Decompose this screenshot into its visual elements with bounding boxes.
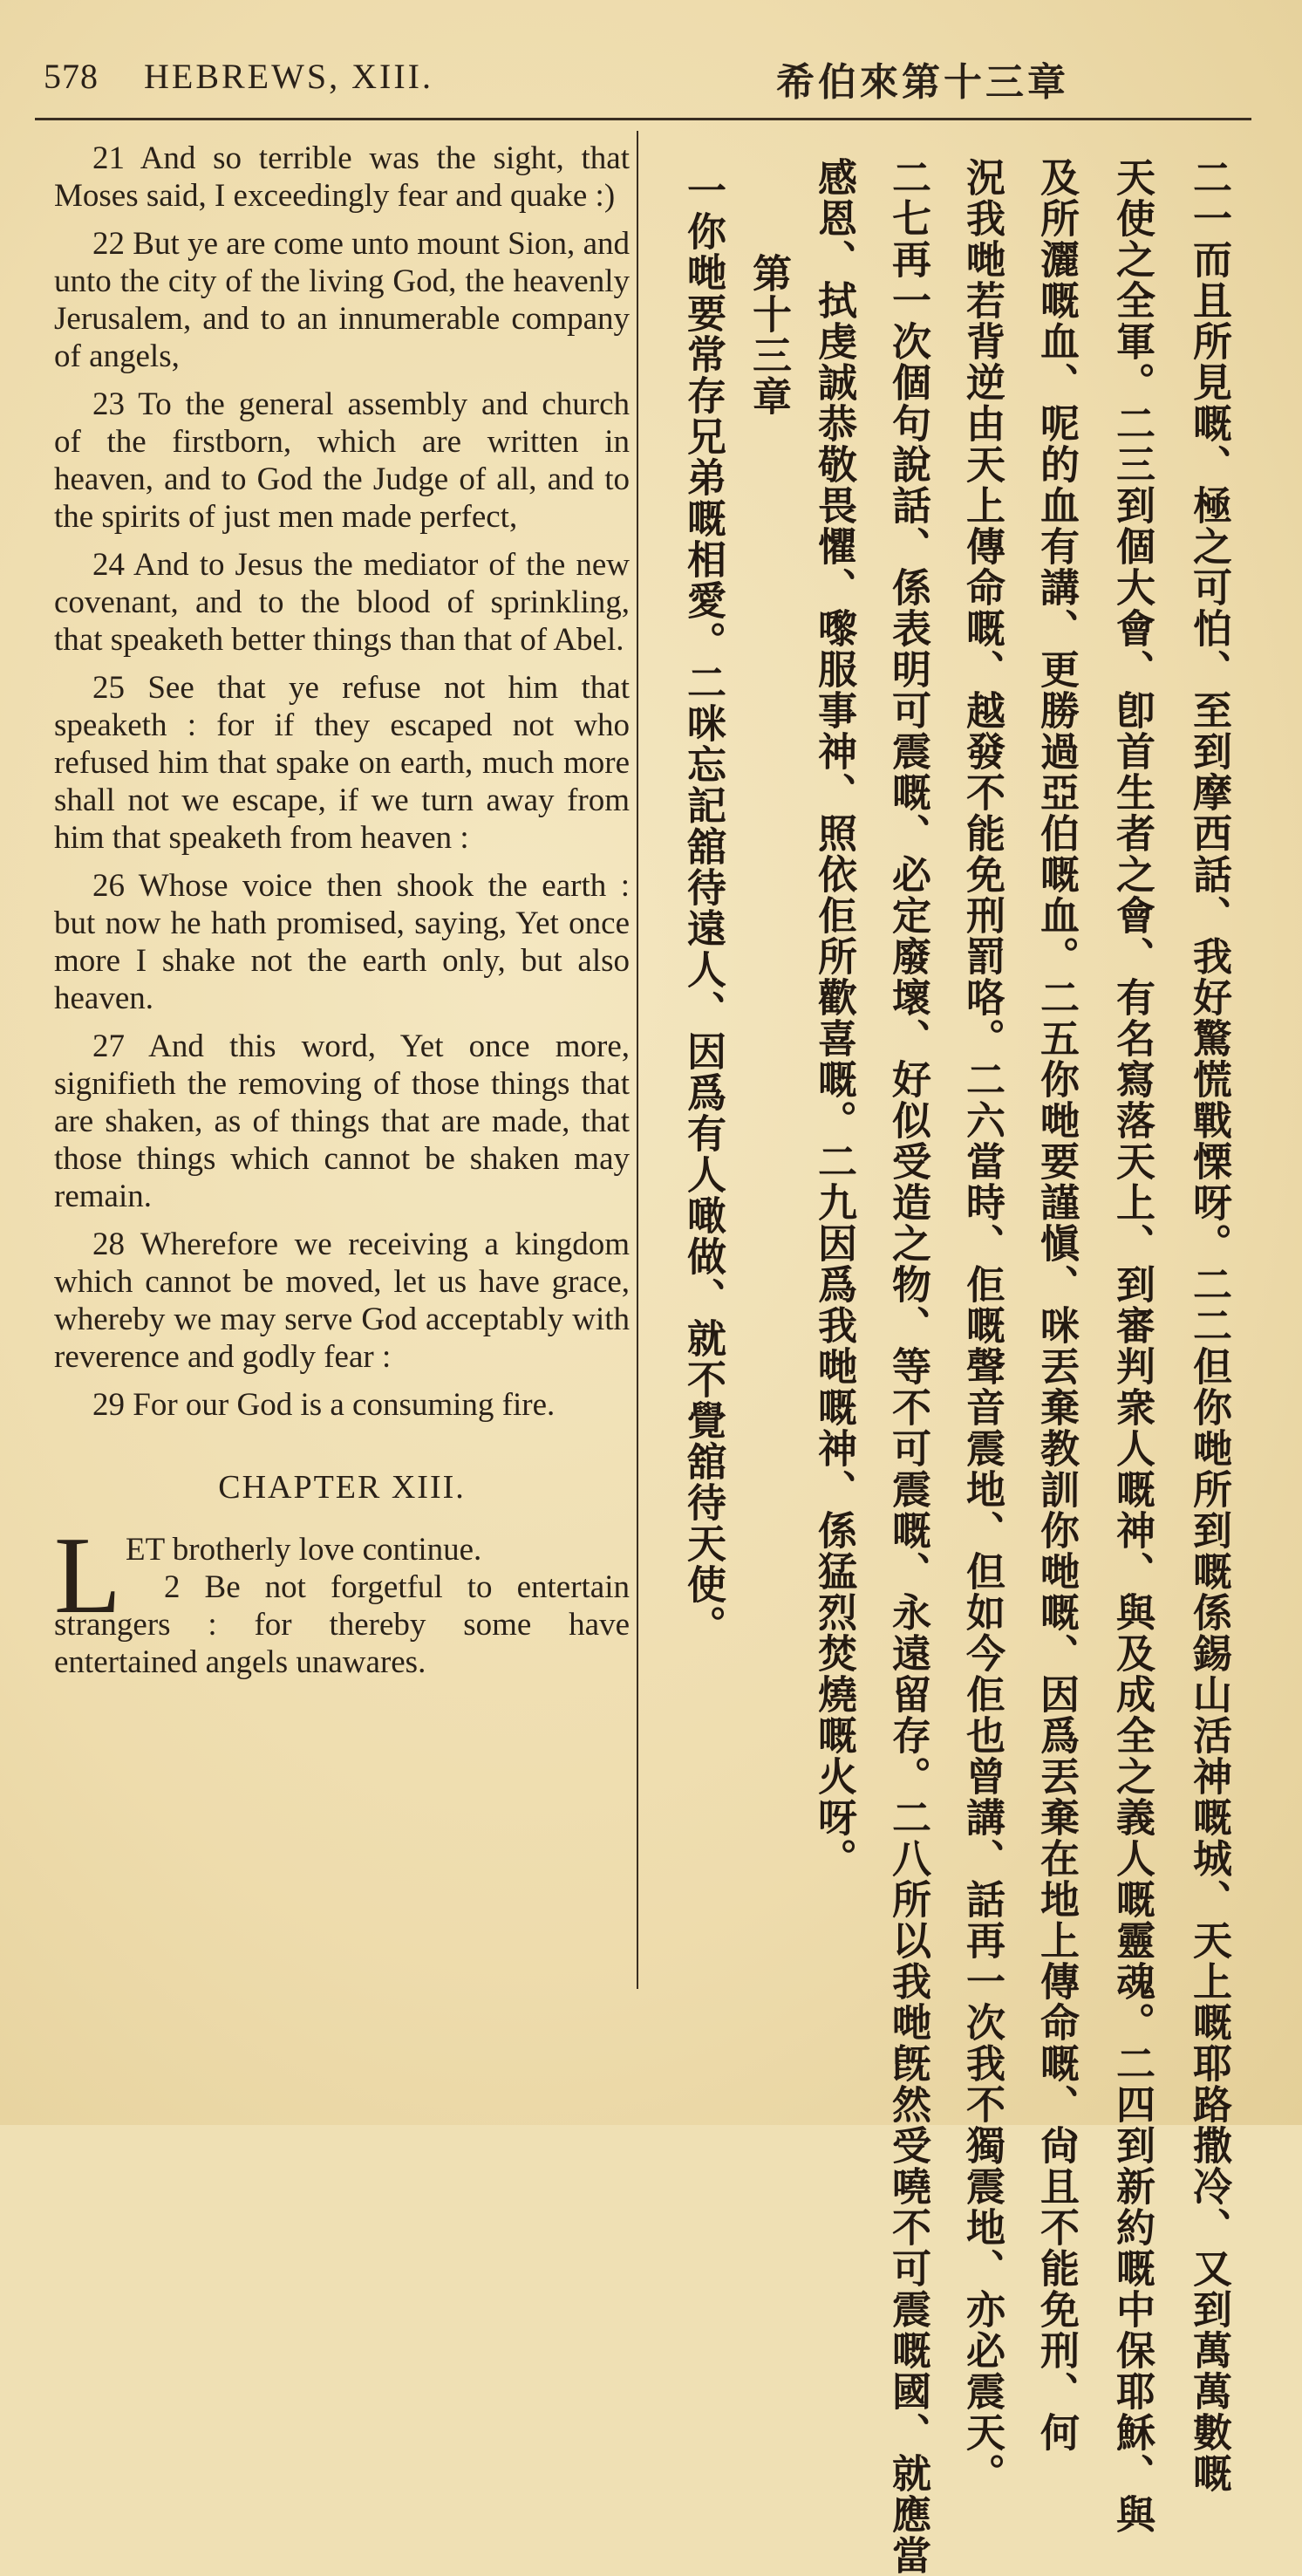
verse-24: 24 And to Jesus the mediator of the new covenant, and to the blood of sprinkling, that speaketh better things than that of Abel.: [54, 547, 630, 658]
column-divider: [637, 131, 638, 1989]
drop-cap: L: [54, 1515, 121, 1636]
chinese-column-1: 二一而且所見嘅、極之可怕、至到摩西話、我好驚慌戰慄呀。二二但你哋所到嘅係錫山活神嘅城、天上嘅耶路撒冷、又到萬萬數嘅: [1186, 157, 1232, 2494]
chinese-column-3: 及所灑嘅血、呢的血有講、更勝過亞伯嘅血。二五你哋要謹愼、咪丟棄教訓你哋嘅、因爲丟棄在地上傳命嘅、尙且不能免刑、何: [1033, 157, 1080, 2453]
chinese-column-5: 二七再一次個句說話、係表明可震嘅、必定廢壞、好似受造之物、等不可震嘅、永遠留存。二八所以我哋旣然受嘵不可震嘅國、就應當: [885, 157, 931, 2576]
verse-1: ET brotherly love continue.: [126, 1532, 482, 1568]
verse-27: 27 And this word, Yet once more, signifieth the removing of those things that are shaken, as of things that are made, that those things which cannot be shaken may remain.: [54, 1028, 630, 1214]
chinese-running-title: 希伯來第十三章: [776, 60, 1069, 105]
chinese-column-2: 天使之全軍。二三到個大會、卽首生者之會、有名寫落天上、到審判衆人嘅神、與及成全之義人嘅靈魂。二四到新約嘅中保耶穌、與: [1109, 157, 1155, 2535]
verse-23: 23 To the general assembly and church of the firstborn, which are written in heaven, and to God the Judge of all, and to the spirits of just men made perfect,: [54, 386, 630, 535]
chinese-column-4: 況我哋若背逆由天上傳命嘅、越發不能免刑罰咯。二六當時、佢嘅聲音震地、但如今佢也曾講、話再一次我不獨震地、亦必震天。: [959, 157, 1005, 2494]
chapter-opening: [54, 1515, 630, 1681]
verse-21: 21 And so terrible was the sight, that Moses said, I exceedingly fear and quake :): [54, 140, 630, 214]
page-number: 578: [44, 57, 99, 96]
running-title: HEBREWS, XIII.: [144, 57, 433, 96]
chinese-column-6: 感恩、拭虔誠恭敬畏懼、嚟服事神、照依佢所歡喜嘅。二九因爲我哋嘅神、係猛烈焚燒嘅火呀。: [811, 157, 857, 1879]
english-column: [54, 140, 630, 1681]
verse-22: 22 But ye are come unto mount Sion, and unto the city of the living God, the heavenly Jerusalem, and to an innumerable company of angels,: [54, 226, 630, 374]
verse-29: 29 For our God is a consuming fire.: [92, 1387, 556, 1423]
chinese-column-8: 一你哋要常存兄弟嘅相愛。二咪忘記舘待遠人、因爲有人噉做、就不覺舘待天使。: [680, 170, 726, 1646]
chapter-heading: CHAPTER XIII.: [218, 1469, 466, 1506]
verse-25: 25 See that ye refuse not him that speaketh : for if they escaped not who refused him that spake on earth, much more shall not we escape, if we turn away from him that speaketh from heaven :: [54, 670, 630, 856]
chinese-chapter-heading: 第十三章: [746, 253, 792, 417]
verse-2: 2 Be not forgetful to entertain strangers : for thereby some have entertained angels unawares.: [54, 1569, 630, 1680]
header-rule: [35, 118, 1251, 120]
verse-28: 28 Wherefore we receiving a kingdom which cannot be moved, let us have grace, whereby we may serve God acceptably with reverence and godly fear :: [54, 1227, 630, 1375]
verse-26: 26 Whose voice then shook the earth : but now he hath promised, saying, Yet once more I shake not the earth only, but also heaven.: [54, 868, 630, 1016]
